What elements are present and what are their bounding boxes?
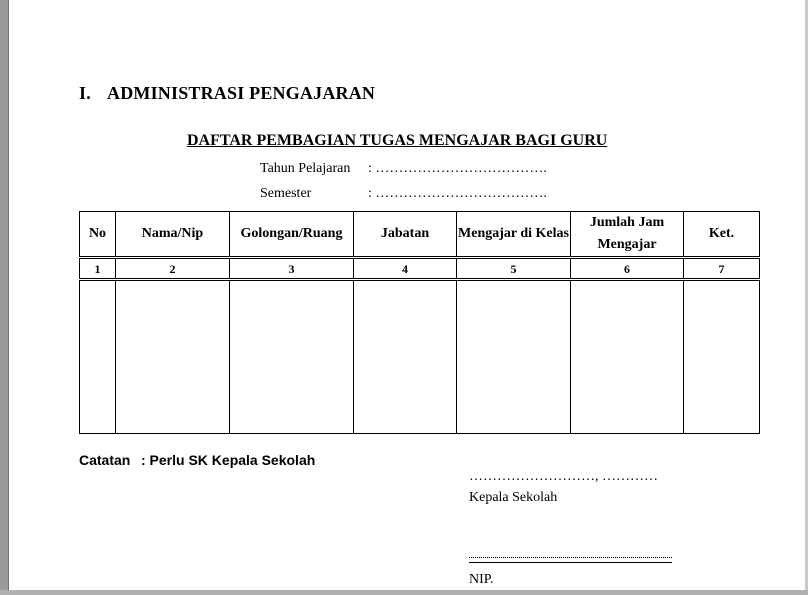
column-number: 1 <box>80 258 116 280</box>
table-cell <box>80 280 116 434</box>
signature-nip: NIP. <box>469 572 494 587</box>
note-label: Catatan <box>79 452 131 468</box>
table-cell <box>571 280 684 434</box>
column-number-row <box>80 258 760 280</box>
meta-value: : ………………………………. <box>368 186 547 201</box>
meta-row-semester <box>260 186 547 202</box>
header-ket: Ket. <box>684 212 760 258</box>
column-number: 2 <box>116 258 230 280</box>
header-mengajar-di-kelas: Mengajar di Kelas <box>457 212 571 258</box>
table-cell <box>230 280 354 434</box>
table-cell <box>116 280 230 434</box>
page-frame-left <box>0 0 8 595</box>
signature-line <box>469 557 672 563</box>
section-heading <box>79 83 375 104</box>
meta-label: Tahun Pelajaran <box>260 161 351 176</box>
header-jabatan: Jabatan <box>354 212 457 258</box>
column-number: 3 <box>230 258 354 280</box>
column-number: 5 <box>457 258 571 280</box>
signature-place-date: ………………………, ………… <box>469 469 658 484</box>
page-frame-bottom <box>0 590 808 595</box>
note-text: : Perlu SK Kepala Sekolah <box>141 452 316 468</box>
column-number: 4 <box>354 258 457 280</box>
table-body-row <box>80 280 760 434</box>
signature-role: Kepala Sekolah <box>469 490 558 505</box>
header-nama-nip: Nama/Nip <box>116 212 230 258</box>
table-cell <box>457 280 571 434</box>
header-golongan-ruang: Golongan/Ruang <box>230 212 354 258</box>
table-cell <box>684 280 760 434</box>
meta-row-tahun-pelajaran <box>260 161 547 177</box>
assignment-table <box>79 211 760 434</box>
table-header-row <box>80 212 760 258</box>
column-number: 6 <box>571 258 684 280</box>
meta-value: : ………………………………. <box>368 161 547 176</box>
section-number: I. <box>79 83 91 103</box>
header-no: No <box>80 212 116 258</box>
meta-label: Semester <box>260 186 312 201</box>
table-cell <box>354 280 457 434</box>
page-frame-left-edge <box>8 0 9 595</box>
section-title: ADMINISTRASI PENGAJARAN <box>107 83 376 103</box>
column-number: 7 <box>684 258 760 280</box>
header-jumlah-jam-mengajar: Jumlah Jam Mengajar <box>571 212 684 258</box>
note <box>79 452 315 468</box>
document-title: DAFTAR PEMBAGIAN TUGAS MENGAJAR BAGI GURU <box>187 132 608 149</box>
